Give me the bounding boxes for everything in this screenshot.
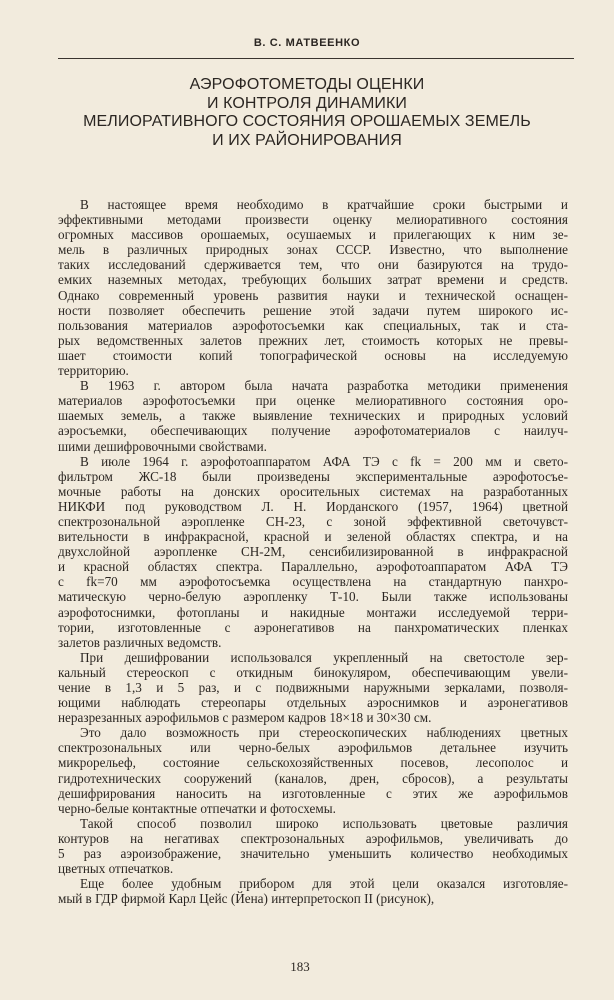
body-text: [58, 197, 568, 906]
title-line: И ИХ РАЙОНИРОВАНИЯ: [212, 131, 402, 149]
paragraph-line: матическую черно-белую аэропленку Т-10. Были также использованы: [58, 589, 568, 605]
paragraph-line: 5 раз аэроизображение, значительно уменьшить количество необходимых: [58, 846, 568, 862]
paragraph: [58, 454, 568, 650]
paragraph-line: мочные работы на донских оросительных системах на разработанных: [58, 483, 568, 499]
header-rule: [58, 58, 574, 59]
paragraph-line: с fk=70 мм аэрофотосъемка осуществлена на стандартную панхро-: [58, 574, 568, 590]
paragraph-line: кальный стереоскоп с откидным бинокуляром, обеспечивающим увели-: [58, 664, 568, 680]
paragraph-line: Это дало возможность при стереоскопических наблюдениях цветных: [80, 725, 568, 741]
paragraph-line: Еще более удобным прибором для этой цели оказался изготовляе-: [80, 876, 568, 892]
paragraph-line: В июле 1964 г. аэрофотоаппаратом АФА ТЭ с fk = 200 мм и свето-: [80, 453, 568, 469]
paragraph: [58, 197, 568, 378]
paragraph-line: контуров на негативах спектрозональных аэрофильмов, увеличивать до: [58, 830, 568, 846]
paragraph-line: спектрозональной аэропленке СН-23, с зоной эффективной светочувст-: [58, 513, 568, 529]
paragraph: [58, 725, 568, 816]
paragraph-line: территорию.: [58, 363, 129, 379]
paragraph-line: НИКФИ под руководством Л. Н. Иорданского (1957, 1964) цветной: [58, 498, 568, 514]
paragraph: [58, 378, 568, 453]
paragraph: [58, 650, 568, 725]
paragraph-line: рых ведомственных залетов прежних лет, стоимость которых не превы-: [58, 332, 568, 348]
paragraph-line: В 1963 г. автором была начата разработка методики применения: [80, 378, 568, 394]
title-line: АЭРОФОТОМЕТОДЫ ОЦЕНКИ: [189, 76, 425, 93]
paragraph-line: пользования материалов аэрофотосъемки как специальных, так и ста-: [58, 317, 568, 333]
paragraph-line: тории, изготовленные с аэронегативов на панхроматических пленках: [58, 619, 568, 635]
paragraph-line: мель в различных природных зонах СССР. Известно, что выполнение: [58, 242, 568, 258]
paragraph-line: двухслойной аэропленке СН-2М, сенсибилизированной в инфракрасной: [58, 544, 568, 560]
page-number: 183: [290, 959, 310, 974]
paragraph-line: фильтром ЖС-18 были произведены экспериментальные аэрофотосъе-: [58, 468, 568, 484]
paragraph-line: дешифрирования наносить на изготовленные с этих же аэрофильмов: [58, 785, 568, 801]
paragraph-line: шаемых земель, а также выявление технических и природных условий: [58, 408, 568, 424]
title-line: И КОНТРОЛЯ ДИНАМИКИ: [206, 94, 408, 112]
paragraph-line: гидротехнических сооружений (каналов, дрен, сбросов), а результаты: [58, 770, 568, 786]
paragraph-line: Однако современный уровень развития науки и технической оснащен-: [58, 287, 568, 303]
paragraph-line: и красной областях спектра. Параллельно, аэрофотоаппаратом АФА ТЭ: [58, 559, 568, 575]
paragraph-line: ющими наблюдать стереопары отдельных аэроснимков и аэронегативов: [58, 695, 568, 711]
paragraph-line: микрорельеф, состояние сельскохозяйственных посевов, лесополос и: [58, 755, 568, 771]
paragraph-line: спектрозональных или черно-белых аэрофильмов детальнее изучить: [58, 740, 568, 756]
paragraph-line: чение в 1,3 и 5 раз, и с подвижными наружными зеркалами, позволя-: [58, 680, 568, 695]
paragraph-line: емких наземных методах, требующих больших затрат времени и средств.: [58, 272, 568, 288]
paragraph-line: материалов аэрофотосъемки при оценке мелиоративного состояния оро-: [58, 393, 568, 409]
paragraph-line: Такой способ позволил широко использовать цветовые различия: [80, 815, 568, 831]
paragraph-line: При дешифровании использовался укрепленный на светостоле зер-: [80, 649, 568, 665]
paragraph-line: аэрофотоснимки, фотопланы и накидные монтажи исследуемой терри-: [58, 604, 568, 620]
article-title: [30, 76, 584, 150]
paragraph: [58, 816, 568, 876]
paragraph-line: таких исследований сдерживается тем, что они базируются на трудо-: [58, 257, 568, 273]
paragraph-line: вительности в инфракрасной, красной и зеленой областях спектра, и на: [58, 529, 568, 545]
title-line: МЕЛИОРАТИВНОГО СОСТОЯНИЯ ОРОШАЕМЫХ ЗЕМЕЛЬ: [83, 113, 531, 130]
paragraph-line: мый в ГДР фирмой Карл Цейс (Йена) интерпретоскоп II (рисунок),: [58, 891, 435, 907]
paragraph-line: черно-белые контактные отпечатки и фотосхемы.: [58, 800, 336, 816]
running-header-author: В. С. МАТВЕЕНКО: [253, 37, 361, 49]
paragraph-line: эффективными методами произвести оценку мелиоративного состояния: [58, 212, 568, 228]
paragraph-line: залетов различных ведомств.: [58, 634, 222, 650]
paragraph-line: В настоящее время необходимо в кратчайшие сроки быстрыми и: [80, 197, 568, 212]
paragraph-line: аэросъемки, обеспечивающих получение аэрофотоматериалов с наилуч-: [58, 423, 568, 439]
paragraph-line: цветных отпечатков.: [58, 861, 174, 877]
paragraph-line: огромных массивов орошаемых, осушаемых и прилегающих к ним зе-: [58, 227, 568, 243]
paragraph-line: неразрезанных аэрофильмов с размером кадров 18×18 и 30×30 см.: [58, 710, 432, 726]
paragraph-line: шими дешифровочными свойствами.: [58, 438, 267, 454]
paragraph: [58, 876, 568, 906]
paragraph-line: ности позволяет обеспечить решение этой задачи путем широкого ис-: [58, 302, 568, 318]
paragraph-line: шает стоимости копий топографической основы на исследуемую: [58, 347, 568, 363]
